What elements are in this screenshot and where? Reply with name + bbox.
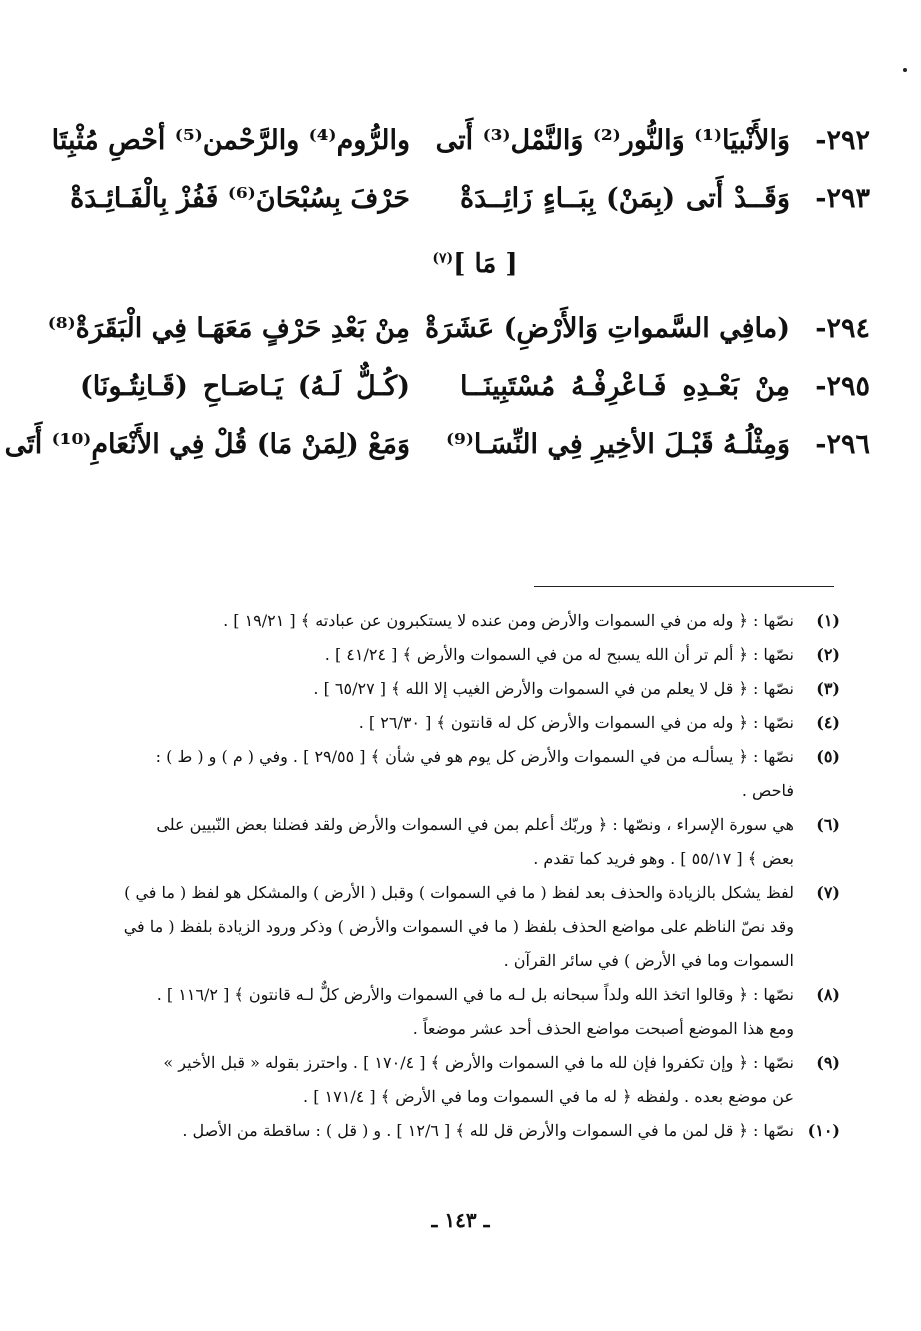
section-heading	[80, 228, 870, 300]
footnote-text	[84, 808, 794, 876]
footnote-line: نصّها : ﴿ قل لمن ما في السموات والأرض قل لله ﴾ [ ١٢/٦ ] . و ( قل ) : ساقطة من الأصل .	[182, 1121, 794, 1140]
verse-number: ٢٩٦-	[815, 429, 870, 460]
footnote	[84, 672, 840, 706]
footnote	[84, 808, 840, 876]
verse-second-hemistich: حَرْفَ بِسُبْحَانَ⁽⁶⁾ فَفُزْ بِالْفَـائِـدَةْ	[70, 183, 410, 214]
footnote-text	[84, 604, 794, 638]
footnote-line: نصّها : ﴿ وله من في السموات والأرض ومن عنده لا يستكبرون عن عبادته ﴾ [ ١٩/٢١ ] .	[223, 611, 794, 630]
footnote-line: نصّها : ﴿ يسألـه من في السموات والأرض كل يوم هو في شأن ﴾ [ ٢٩/٥٥ ] . وفي ( م ) و ( ط ) :	[155, 747, 794, 766]
verse-second-hemistich: مِنْ بَعْدِ حَرْفٍ مَعَهَـا فِي الْبَقَرَةْ⁽⁸⁾	[47, 313, 410, 344]
footnote-text	[84, 1114, 794, 1148]
footnote-number: (٧)	[816, 883, 840, 902]
footnote-line: نصّها : ﴿ وله من في السموات والأرض كل له قانتون ﴾ [ ٢٦/٣٠ ] .	[358, 713, 794, 732]
footnote-text	[84, 706, 794, 740]
footnote-text	[84, 638, 794, 672]
verse-line	[51, 112, 870, 170]
footnote-number: (١)	[816, 611, 840, 630]
footnote-line: نصّها : ﴿ قل لا يعلم من في السموات والأرض الغيب إلا الله ﴾ [ ٦٥/٢٧ ] .	[313, 679, 794, 698]
poem-verses	[4, 112, 870, 474]
footnote-number: (٨)	[816, 985, 840, 1004]
footnote-number: (٥)	[816, 747, 840, 766]
footnote	[84, 604, 840, 638]
footnote-text	[84, 978, 794, 1046]
verse-line	[80, 358, 870, 416]
verse-number: ٢٩٥-	[815, 371, 870, 402]
footnote-text	[84, 876, 794, 978]
footnote-line: عن موضع بعده . ولفظه ﴿ له ما في السموات وما في الأرض ﴾ [ ١٧١/٤ ] .	[303, 1087, 794, 1106]
footnote-line: بعض ﴾ [ ٥٥/١٧ ] . وهو فريد كما تقدم .	[533, 849, 794, 868]
verse-number: ٢٩٣-	[815, 183, 870, 214]
footnote-line: نصّها : ﴿ ألم تر أن الله يسبح له من في السموات والأرض ﴾ [ ٤١/٢٤ ] .	[324, 645, 794, 664]
footnote-text	[84, 1046, 794, 1114]
footnote-line: وقد نصّ الناظم على مواضع الحذف بلفظ ( ما في السموات والأرض ) وذكر ورود الزيادة بلفظ ( ما في	[123, 917, 794, 936]
verse-first-hemistich: وَمِثْلُـهُ قَبْـلَ الأخِيرِ فِي النِّسَـا⁽⁹⁾	[445, 429, 790, 460]
footnote-line: هي سورة الإسراء ، ونصّها : ﴿ وربّك أعلم بمن في السموات والأرض ولقد فضلنا بعض النّبيين على	[156, 815, 794, 834]
section-heading-text: [ مَا ]	[453, 249, 518, 279]
verse-first-hemistich: مِنْ بَعْـدِهِ فَـاعْرِفْـهُ مُسْتَبِينَــا	[460, 371, 790, 402]
footnote-text	[84, 740, 794, 808]
footnote	[84, 638, 840, 672]
verse-line	[47, 300, 870, 358]
verses-group-after	[4, 300, 870, 474]
footnote	[84, 1114, 840, 1148]
footnote	[84, 1046, 840, 1114]
verse-first-hemistich: (مافِي السَّمواتِ وَالأَرْضِ) عَشَرَةْ	[424, 313, 790, 344]
footnote-line: نصّها : ﴿ وقالوا اتخذ الله ولداً سبحانه بل لـه ما في السموات والأرض كلٌّ لـه قانتون ﴾ [ ١١٦/٢ ] .	[156, 985, 794, 1004]
footnotes	[84, 604, 840, 1148]
verses-group-before	[51, 112, 870, 228]
footnote-number: (٢)	[816, 645, 840, 664]
footnote-number: (١٠)	[807, 1121, 840, 1140]
scan-speck	[903, 68, 907, 72]
verse-number: ٢٩٢-	[815, 125, 870, 156]
verse-second-hemistich: والرُّوم⁽⁴⁾ والرَّحْمن⁽⁵⁾ أحْصِ مُثْبِتَا	[51, 125, 410, 156]
footnote-line: السموات وما في الأرض ) في سائر القرآن .	[503, 951, 794, 970]
footnote	[84, 876, 840, 978]
footnote-line: ومع هذا الموضع أصبحت مواضع الحذف أحد عشر موضعاً .	[412, 1019, 794, 1038]
verse-line	[70, 170, 870, 228]
verse-line	[4, 416, 870, 474]
footnote-number: (٦)	[816, 815, 840, 834]
verse-first-hemistich: وَقَــدْ أَتى (بِمَنْ) بِبَــاءٍ زَائِــدَةْ	[460, 183, 790, 214]
footnote-line: نصّها : ﴿ وإن تكفروا فإن لله ما في السموات والأرض ﴾ [ ١٧٠/٤ ] . واحترز بقوله « قبل الأخير »	[163, 1053, 794, 1072]
footnote-number: (٤)	[816, 713, 840, 732]
footnote	[84, 706, 840, 740]
footnote-separator	[534, 586, 834, 587]
page-number: ـ ١٤٣ ـ	[431, 1208, 490, 1232]
footnote	[84, 740, 840, 808]
footnote	[84, 978, 840, 1046]
footnote-text	[84, 672, 794, 706]
verse-second-hemistich: (كُـلٌّ لَـهُ) يَـاصَـاحِ (قَـانِتُـونَا)	[80, 371, 410, 402]
footnote-line: لفظ يشكل بالزيادة والحذف بعد لفظ ( ما في السموات ) وقبل ( الأرض ) والمشكل هو لفظ ( ما في )	[124, 883, 794, 902]
footnote-line: فاحص .	[741, 781, 794, 800]
footnote-number: (٣)	[816, 679, 840, 698]
verse-first-hemistich: وَالأَنْبيَا⁽¹⁾ وَالنُّور⁽²⁾ وَالنَّمْل⁽³⁾ أَتى	[435, 125, 790, 156]
verse-number: ٢٩٤-	[815, 313, 870, 344]
verse-second-hemistich: وَمَعْ (لِمَنْ مَا) قُلْ فِي الأَنْعَامِ⁽¹⁰⁾ أَتَى	[4, 429, 410, 460]
footnote-number: (٩)	[816, 1053, 840, 1072]
section-heading-footnote-marker: (٧)	[432, 250, 454, 267]
